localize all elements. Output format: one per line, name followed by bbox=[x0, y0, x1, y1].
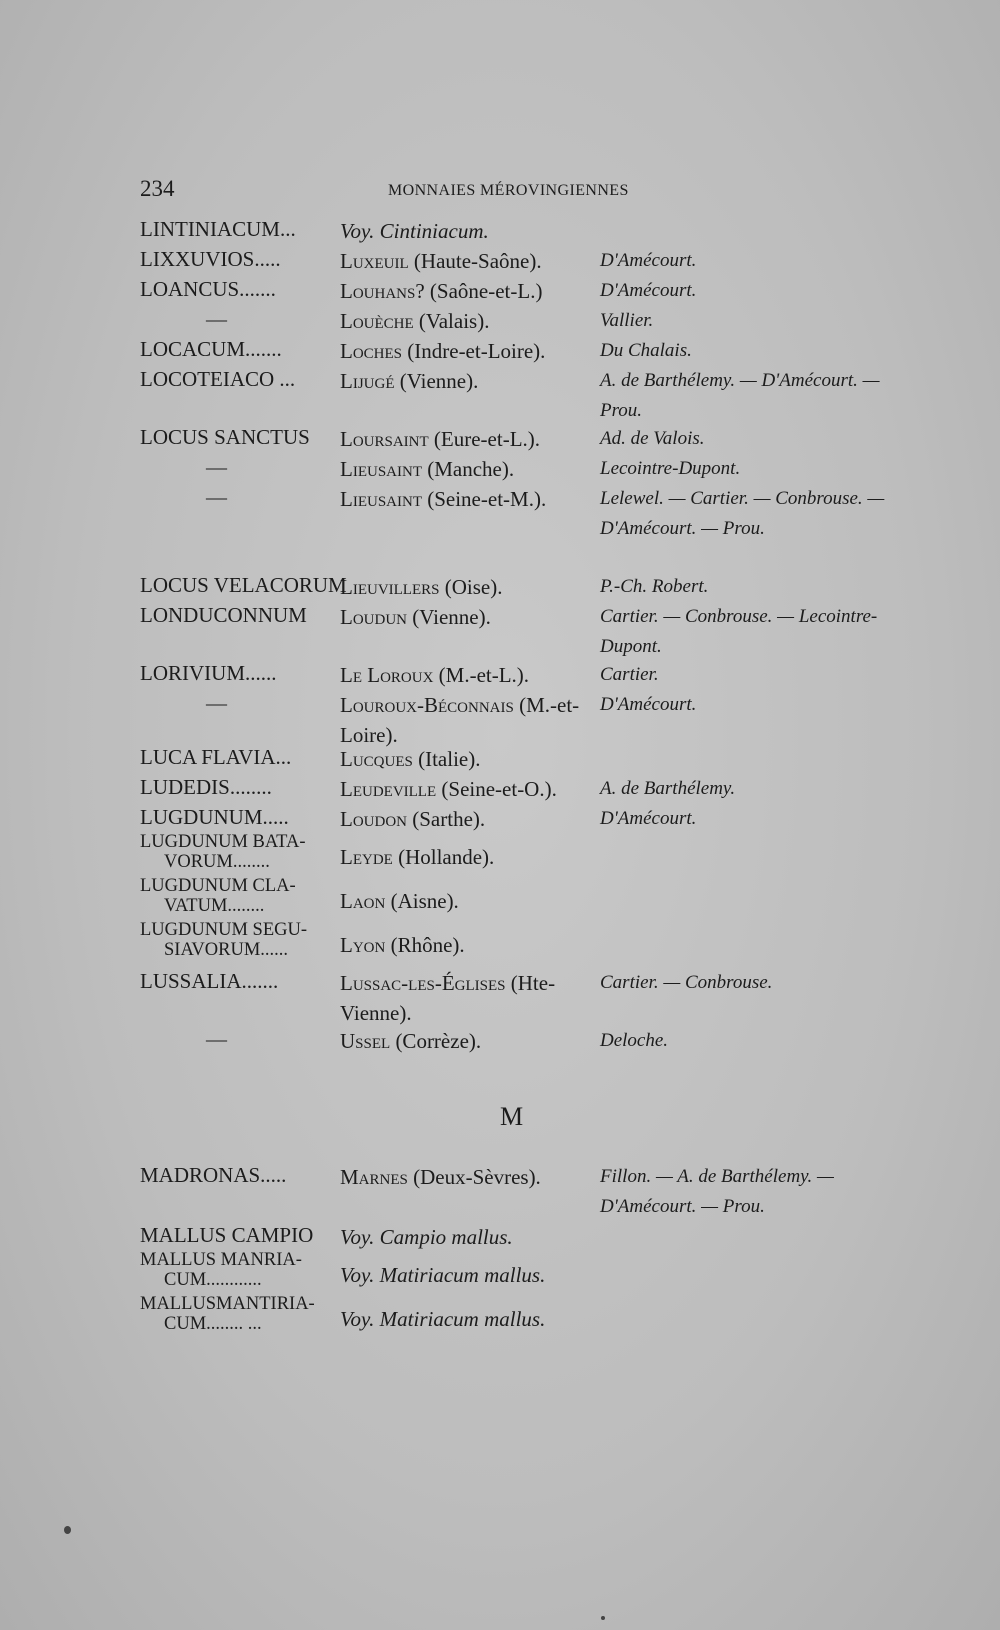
entry-place-name: Laon bbox=[340, 889, 386, 913]
entry-name: LORIVIUM...... bbox=[140, 661, 277, 685]
entry-name: LOCACUM....... bbox=[140, 337, 282, 361]
entry-place bbox=[340, 886, 590, 916]
entry-authority: D'Amécourt. bbox=[600, 694, 697, 715]
entry-place-name: Lieuvillers bbox=[340, 575, 440, 599]
entry-name: LOCUS SANCTUS bbox=[140, 425, 310, 449]
entry-place bbox=[340, 690, 590, 750]
entry-place bbox=[340, 454, 590, 484]
entry-name: MADRONAS..... bbox=[140, 1163, 287, 1187]
entry-name: — bbox=[206, 455, 227, 479]
entry-see-also: Voy. Campio mallus. bbox=[340, 1225, 513, 1249]
entry-place-region: (M.-et-Loire). bbox=[340, 693, 580, 747]
entry-place-region: (Seine-et-M.). bbox=[421, 487, 547, 511]
entry-authority: D'Amécourt. bbox=[600, 808, 697, 829]
entry-name: LUCA FLAVIA... bbox=[140, 745, 292, 769]
entry-place-region: (Manche). bbox=[421, 457, 515, 481]
entry-name-line: CUM........ ... bbox=[164, 1314, 262, 1334]
entry-authority: Du Chalais. bbox=[600, 340, 692, 361]
entry-name: — bbox=[206, 1027, 227, 1051]
entry-place-name: Le Loroux bbox=[340, 663, 434, 687]
entry-place bbox=[340, 1162, 590, 1192]
entry-name: LIXXUVIOS..... bbox=[140, 247, 281, 271]
entry-place-name: Louèche bbox=[340, 309, 414, 333]
entry-place-region: (Deux-Sèvres). bbox=[407, 1165, 541, 1189]
entry-place-region: (Hte-Vienne). bbox=[340, 971, 556, 1025]
entry-see-also: Voy. Matiriacum mallus. bbox=[340, 1307, 546, 1331]
entry-name-line: LUGDUNUM SEGU- bbox=[140, 920, 308, 940]
entry-see-also: Voy. Cintiniacum. bbox=[340, 219, 489, 243]
entry-place-region: (Indre-et-Loire). bbox=[402, 339, 546, 363]
entry-place-name: Lieusaint bbox=[340, 457, 422, 481]
entry-place bbox=[340, 804, 590, 834]
entry-place-region: (Vienne). bbox=[407, 605, 491, 629]
entry-place-region: (Sarthe). bbox=[407, 807, 486, 831]
entry-name: MALLUS CAMPIO bbox=[140, 1223, 314, 1247]
entry-authority: A. de Barthélemy. bbox=[600, 778, 736, 799]
entry-place-name: Luxeuil bbox=[340, 249, 409, 273]
entry-name bbox=[140, 920, 340, 960]
entry-place-name: Lucques bbox=[340, 747, 413, 771]
entry-place bbox=[340, 842, 590, 872]
entry-place-region: (M.-et-L.). bbox=[433, 663, 530, 687]
entry-authority: A. de Barthélemy. — D'Amécourt. — Prou. bbox=[600, 370, 880, 421]
entry-place-region: (Vienne). bbox=[394, 369, 479, 393]
entry-place-name: Lijugé bbox=[340, 369, 395, 393]
entry-place-region: (Rhône). bbox=[385, 933, 465, 957]
entry-place bbox=[340, 602, 590, 632]
entry-place-region: (Valais). bbox=[413, 309, 490, 333]
entry-authority: Deloche. bbox=[600, 1030, 669, 1051]
entry-authority: Fillon. — A. de Barthélemy. — D'Amécourt. — Prou. bbox=[600, 1166, 834, 1217]
entry-name: LUDEDIS........ bbox=[140, 775, 272, 799]
entry-name bbox=[140, 1294, 340, 1334]
entry-name: — bbox=[206, 485, 227, 509]
entry-place bbox=[340, 366, 590, 396]
entry-name bbox=[140, 832, 340, 872]
entry-authority: Cartier. — Conbrouse. — Lecointre-Dupont. bbox=[600, 606, 878, 657]
entry-authority: Lelewel. — Cartier. — Conbrouse. — D'Amécourt. — Prou. bbox=[600, 488, 885, 539]
entry-name bbox=[140, 876, 340, 916]
entry-place-name: Loursaint bbox=[340, 427, 429, 451]
entry-place-name: Marnes bbox=[340, 1165, 408, 1189]
entry-name-line: MALLUSMANTIRIA- bbox=[140, 1294, 315, 1314]
entry-place bbox=[340, 572, 590, 602]
entry-place-name: Loudon bbox=[340, 807, 407, 831]
entry-place bbox=[340, 1260, 590, 1290]
entry-place bbox=[340, 336, 590, 366]
section-letter: M bbox=[500, 1102, 524, 1131]
entry-name: LINTINIACUM... bbox=[140, 217, 296, 241]
entry-name-line: CUM............ bbox=[164, 1270, 262, 1290]
entry-place-name: Lussac-les-Églises bbox=[340, 971, 506, 995]
entry-place bbox=[340, 1026, 590, 1056]
entry-place bbox=[340, 276, 590, 306]
entry-place-region: (Aisne). bbox=[385, 889, 459, 913]
entry-place bbox=[340, 484, 590, 514]
entry-place bbox=[340, 774, 590, 804]
entry-place-region: (Oise). bbox=[439, 575, 503, 599]
entry-place bbox=[340, 660, 590, 690]
entry-place-name: Loches bbox=[340, 339, 403, 363]
entry-authority: D'Amécourt. bbox=[600, 280, 697, 301]
entry-place bbox=[340, 1304, 590, 1334]
entry-place bbox=[340, 1222, 590, 1252]
ink-speck bbox=[64, 1526, 71, 1534]
entry-place-region: (Eure-et-L.). bbox=[428, 427, 541, 451]
entry-name: LONDUCONNUM bbox=[140, 603, 307, 627]
entry-place bbox=[340, 744, 590, 774]
entry-name-line: MALLUS MANRIA- bbox=[140, 1250, 302, 1270]
entry-place bbox=[340, 424, 590, 454]
entry-place-name: Louroux-Béconnais bbox=[340, 693, 514, 717]
entry-name-line: LUGDUNUM BATA- bbox=[140, 832, 306, 852]
entry-name: LOANCUS....... bbox=[140, 277, 276, 301]
entry-place bbox=[340, 306, 590, 336]
entry-place bbox=[340, 246, 590, 276]
entry-place bbox=[340, 216, 590, 246]
entry-name: LUGDUNUM..... bbox=[140, 805, 289, 829]
entry-place-name: Lyon bbox=[340, 933, 386, 957]
ink-speck bbox=[601, 1616, 605, 1620]
entry-authority: Cartier. bbox=[600, 664, 659, 685]
entry-place-region: (Haute-Saône). bbox=[408, 249, 542, 273]
page-number: 234 bbox=[140, 176, 175, 201]
entry-name-line: VORUM........ bbox=[164, 852, 270, 872]
entry-place-region: (Corrèze). bbox=[390, 1029, 482, 1053]
entry-authority: Ad. de Valois. bbox=[600, 428, 705, 449]
entry-place-name: Leudeville bbox=[340, 777, 437, 801]
running-title: MONNAIES MÉROVINGIENNES bbox=[388, 182, 629, 199]
entry-place-region: ? (Saône-et-L.) bbox=[415, 279, 543, 303]
entry-name: LOCUS VELACORUM bbox=[140, 573, 347, 597]
entry-authority: Vallier. bbox=[600, 310, 654, 331]
entry-name: — bbox=[206, 691, 227, 715]
entry-place-name: Loudun bbox=[340, 605, 407, 629]
entry-place-region: (Italie). bbox=[412, 747, 481, 771]
entry-place-name: Leyde bbox=[340, 845, 393, 869]
entry-name: LOCOTEIACO ... bbox=[140, 367, 296, 391]
entry-authority: D'Amécourt. bbox=[600, 250, 697, 271]
entry-name: — bbox=[206, 307, 227, 331]
entry-place-name: Lieusaint bbox=[340, 487, 422, 511]
entry-place bbox=[340, 930, 590, 960]
entry-name-line: LUGDUNUM CLA- bbox=[140, 876, 296, 896]
entry-see-also: Voy. Matiriacum mallus. bbox=[340, 1263, 546, 1287]
entry-authority: Cartier. — Conbrouse. bbox=[600, 972, 773, 993]
entry-place-name: Ussel bbox=[340, 1029, 391, 1053]
entry-authority: P.-Ch. Robert. bbox=[600, 576, 709, 597]
entry-name-line: VATUM........ bbox=[164, 896, 265, 916]
entry-name-line: SIAVORUM...... bbox=[164, 940, 289, 960]
entry-place-name: Louhans bbox=[340, 279, 416, 303]
entry-place bbox=[340, 968, 590, 1028]
entry-name: LUSSALIA....... bbox=[140, 969, 279, 993]
entry-name bbox=[140, 1250, 340, 1290]
entry-place-region: (Seine-et-O.). bbox=[436, 777, 557, 801]
entry-place-region: (Hollande). bbox=[392, 845, 495, 869]
entry-authority: Lecointre-Dupont. bbox=[600, 458, 741, 479]
